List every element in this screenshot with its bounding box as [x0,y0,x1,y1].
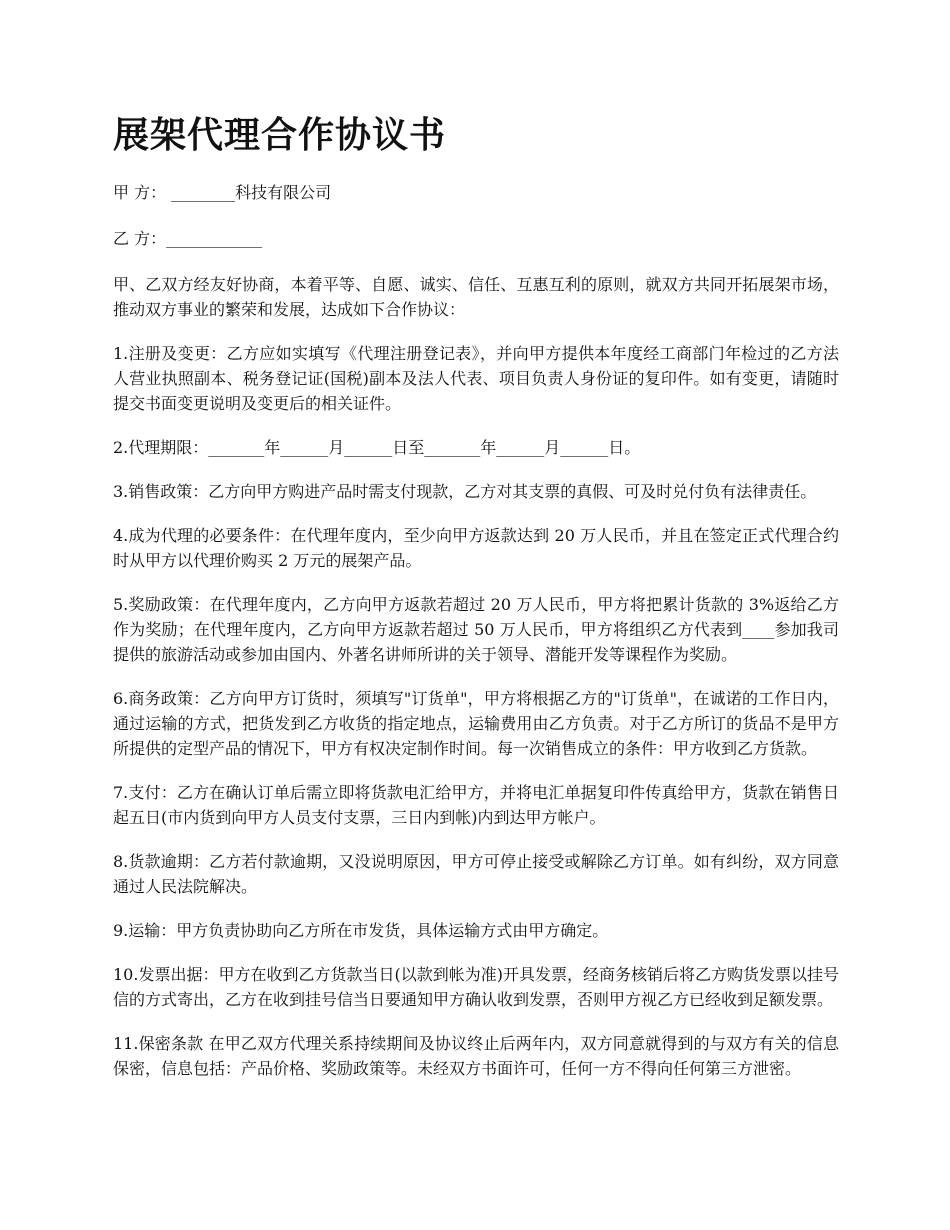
clause-business-policy: 6.商务政策：乙方向甲方订货时，须填写"订货单"，甲方将根据乙方的"订货单"，在诚诺的工作日内，通过运输的方式，把货发到乙方收货的指定地点，运输费用由乙方负责。对于乙方所订的货品不是甲方所提供的定型产品的情况下，甲方有权决定制作时间。每一次销售成立的条件：甲方收到乙方货款。 [113,689,839,758]
clause-sales-policy: 3.销售政策：乙方向甲方购进产品时需支付现款，乙方对其支票的真假、可及时兑付负有法律责任。 [113,482,817,501]
party-a-line: 甲 方： ________科技有限公司 [113,183,332,202]
clause-invoice: 10.发票出据：甲方在收到乙方货款当日(以款到帐为准)开具发票，经商务核销后将乙方购货发票以挂号信的方式寄出，乙方在收到挂号信当日要通知甲方确认收到发票，否则甲方视乙方已经收到足额发票。 [113,965,839,1009]
clause-overdue-payment: 8.货款逾期：乙方若付款逾期，又没说明原因，甲方可停止接受或解除乙方订单。如有纠纷，双方同意通过人民法院解决。 [113,852,839,896]
clause-reward-policy: 5.奖励政策：在代理年度内，乙方向甲方返款若超过 20 万人民币，甲方将把累计货款的 3%返给乙方作为奖励；在代理年度内，乙方向甲方返款若超过 50 万人民币，甲方将组织乙方代表到____参加我司提供的旅游活动或参加由国内、外著名讲师所讲的关于领导、潜能开发等课程作为奖励。 [113,595,839,664]
party-b-line: 乙 方：____________ [113,229,263,248]
clause-registration: 1.注册及变更：乙方应如实填写《代理注册登记表》，并向甲方提供本年度经工商部门年检过的乙方法人营业执照副本、税务登记证(国税)副本及法人代表、项目负责人身份证的复印件。如有变更，请随时提交书面变更说明及变更后的相关证件。 [113,344,839,413]
clause-transport: 9.运输：甲方负责协助向乙方所在市发货，具体运输方式由甲方确定。 [113,921,609,940]
clause-payment: 7.支付：乙方在确认订单后需立即将货款电汇给甲方，并将电汇单据复印件传真给甲方，货款在销售日起五日(市内货到向甲方人员支付支票，三日内到帐)内到达甲方帐户。 [113,783,839,827]
intro-paragraph: 甲、乙双方经友好协商，本着平等、自愿、诚实、信任、互惠互利的原则，就双方共同开拓展架市场，推动双方事业的繁荣和发展，达成如下合作协议： [113,275,839,319]
document-title: 展架代理合作协议书 [113,115,447,156]
clause-agency-term: 2.代理期限：_______年______月______日至_______年______月______日。 [113,438,641,457]
document-page [113,110,839,1100]
clause-agency-requirements: 4.成为代理的必要条件：在代理年度内，至少向甲方返款达到 20 万人民币，并且在签定正式代理合约时从甲方以代理价购买 2 万元的展架产品。 [113,526,839,570]
clause-confidentiality: 11.保密条款 在甲乙双方代理关系持续期间及协议终止后两年内，双方同意就得到的与双方有关的信息保密，信息包括：产品价格、奖励政策等。未经双方书面许可，任何一方不得向任何第三方泄密。 [113,1034,839,1078]
